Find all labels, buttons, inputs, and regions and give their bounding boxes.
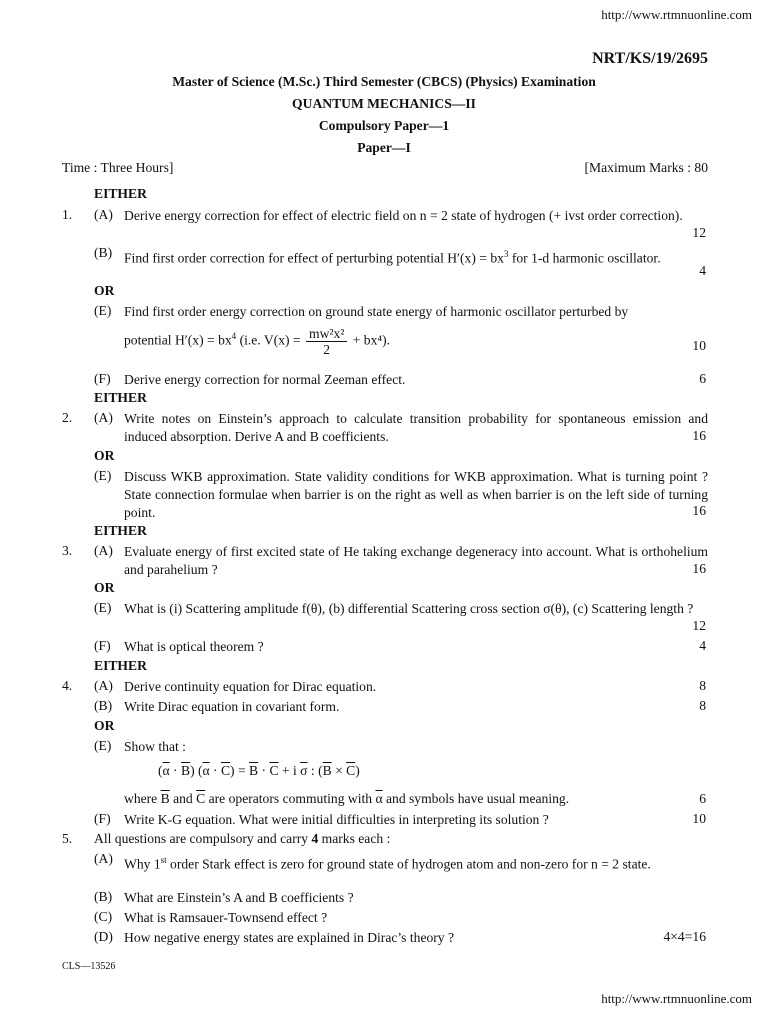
or-label: OR [94,718,115,733]
question-text: Derive continuity equation for Dirac equation. [124,679,377,694]
question-text: Show that : [124,739,186,754]
paper-number: Paper—I [357,140,411,155]
question-intro: All questions are compulsory and carry 4 marks each : [94,831,391,846]
question-number: 5. [62,831,73,846]
part-label: (B) [94,889,113,904]
part-label: (A) [94,543,113,558]
question-text: Why 1st order Stark effect is zero for ground state of hydrogen atom and non-zero for n = 2 state. [124,855,651,872]
footer-code: CLS—13526 [62,961,116,972]
marks: 4×4=16 [663,929,706,944]
marks: 6 [699,371,706,386]
question-text: What are Einstein’s A and B coefficients ? [124,890,354,905]
part-label: (B) [94,698,113,713]
max-marks: [Maximum Marks : 80 [584,160,708,175]
question-text: What is (i) Scattering amplitude f(θ), (b) differential Scattering cross section σ(θ), (c) Scattering length ? [124,601,694,616]
marks: 8 [699,698,706,713]
where-clause: where $\overline{B}$ and $\overline{C}$ are operators commuting with $\overline{\alpha}$ and symbols have usual meaning. [124,791,570,806]
part-label: (A) [94,207,113,222]
part-label: (D) [94,929,113,944]
question-text: Write Dirac equation in covariant form. [124,699,340,714]
marks: 4 [699,638,706,653]
part-label: (E) [94,738,112,753]
part-label: (C) [94,909,113,924]
part-label: (A) [94,410,113,425]
or-label: OR [94,448,115,463]
marks: 10 [692,338,706,353]
part-label: (A) [94,851,113,866]
top-url-link[interactable]: http://www.rtmnuonline.com [601,7,752,22]
either-label: EITHER [94,186,147,201]
part-label: (F) [94,371,111,386]
paper-code: NRT/KS/19/2695 [592,50,708,67]
question-text: How negative energy states are explained in Dirac’s theory ? [124,930,455,945]
or-label: OR [94,283,115,298]
marks: 16 [692,428,706,443]
question-text: What is optical theorem ? [124,639,264,654]
either-label: EITHER [94,658,147,673]
question-number: 4. [62,678,73,693]
question-text: Derive energy correction for normal Zeeman effect. [124,372,406,387]
marks: 4 [699,263,706,278]
part-label: (E) [94,468,112,483]
part-label: (F) [94,811,111,826]
question-text: Write K-G equation. What were initial difficulties in interpreting its solution ? [124,812,549,827]
potential-formula: potential $H'(x) = bx^4$ (i.e. V(x) = $\frac{\text{mw²x²}}{2}$ + bx⁴). [124,326,391,357]
either-label: EITHER [94,523,147,538]
subject-title: QUANTUM MECHANICS—II [292,96,476,111]
question-text: Find first order energy correction on ground state energy of harmonic oscillator perturbed by [124,304,629,319]
marks: 16 [692,503,706,518]
question-number: 2. [62,410,73,425]
part-label: (F) [94,638,111,653]
part-label: (A) [94,678,113,693]
fraction: $\frac{\text{mw²x²}}{2}$ [306,326,347,357]
time-label: Time : Three Hours] [62,160,174,175]
question-text: Discuss WKB approximation. State validity conditions for WKB approximation. What is turning point ? State connection formulae when barrier is on the right as well as when barrier is on the left side of turning point. [124,469,708,520]
question-text: Find first order correction for effect of perturbing potential $H'(x) = bx^3$ for 1-d harmonic oscillator. [124,249,661,266]
question-number: 1. [62,207,73,222]
question-text: Write notes on Einstein’s approach to calculate transition probability for spontaneous emission and induced absorption. Derive A and B coefficients. [124,411,708,444]
marks: 8 [699,678,706,693]
marks: 10 [692,811,706,826]
part-label: (E) [94,600,112,615]
exam-title: Master of Science (M.Sc.) Third Semester (CBCS) (Physics) Examination [172,74,596,89]
question-number: 3. [62,543,73,558]
bottom-url-link[interactable]: http://www.rtmnuonline.com [601,991,752,1006]
marks: 16 [692,561,706,576]
marks: 12 [692,225,706,240]
marks: 12 [692,618,706,633]
either-label: EITHER [94,390,147,405]
part-label: (E) [94,303,112,318]
question-text: Derive energy correction for effect of electric field on n = 2 state of hydrogen (+ ivst order correction). [124,208,683,223]
question-text: Evaluate energy of first excited state of He taking exchange degeneracy into account. What is orthohelium and parahelium ? [124,544,708,577]
part-label: (B) [94,245,113,260]
dirac-identity-equation: $(\overline{\alpha} \cdot \overline{B}) (\overline{\alpha} \cdot \overline{C}) = \overline{B} \cdot \overline{C} + i$ $\overline{\sigma}$ : $(\overline{B} \times \overline{C})$ [158,763,360,778]
question-text: What is Ramsauer-Townsend effect ? [124,910,328,925]
marks: 6 [699,791,706,806]
or-label: OR [94,580,115,595]
paper-type: Compulsory Paper—1 [318,118,450,133]
